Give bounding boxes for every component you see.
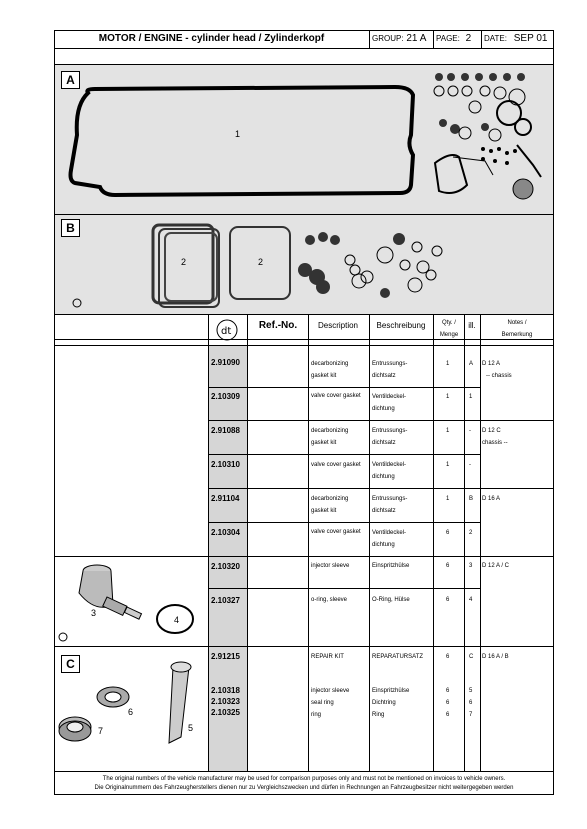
description: decarbonizing gasket kit [311, 361, 349, 379]
description: decarbonizing gasket kit [311, 496, 349, 514]
ref-code: 2.10310 [211, 460, 240, 469]
description: valve cover gasket [311, 529, 361, 535]
row-sep [208, 387, 480, 388]
ref-column-band-1 [208, 346, 247, 556]
beschreibung: Entrussungs- dichtsatz [372, 361, 408, 379]
col-line-refno [247, 314, 248, 771]
description: valve cover gasket [311, 462, 361, 468]
cylinder-head-gasket-drawing [55, 65, 553, 214]
callout-1: 1 [235, 129, 241, 139]
notes: D 16 A [482, 496, 501, 502]
callout-4: 4 [174, 615, 180, 625]
section-a-illustration [55, 65, 553, 214]
qty: 1 [446, 428, 450, 434]
row-sep [208, 588, 480, 589]
qty: 6 [446, 563, 450, 569]
section-b-illustration [55, 215, 553, 314]
description: REPAIR KIT [311, 654, 344, 660]
description: injector sleeve seal ring ring [311, 688, 350, 718]
group-value: 21 A [406, 33, 427, 44]
description: injector sleeve [311, 563, 350, 569]
ill: 2 [469, 530, 473, 536]
qty: 1 [446, 394, 450, 400]
ref-code: 2.10304 [211, 528, 240, 537]
col-notes: Notes / Bemerkung [501, 320, 533, 338]
col-description: Description [317, 321, 358, 330]
beschreibung: Ventildeckel- dichtung [372, 530, 407, 548]
callout-7: 7 [98, 726, 104, 736]
footer-english: The original numbers of the vehicle manufacturer may be used for comparison purposes only and must not be mentioned on invoices to vehicle owners. [102, 776, 506, 782]
header-divider [54, 48, 554, 49]
beschreibung: Entrussungs- dichtsatz [372, 428, 408, 446]
callout-5: 5 [188, 723, 194, 733]
footer-german: Die Originalnummern des Fahrzeugherstellers dienen nur zu Vergleichszwecken und dürfen in Rechnungen an Fahrzeugbesitzer nicht weitergegeben werden [94, 785, 514, 791]
col-line-notes [480, 314, 481, 771]
beschreibung: Einspritzhülse [372, 563, 410, 569]
col-line-ill [464, 314, 465, 771]
row-sep [208, 522, 480, 523]
section-c-label: C [61, 655, 80, 673]
qty: 1 [446, 361, 450, 367]
table-header-top-divider [54, 314, 554, 315]
section-a-label: A [61, 71, 80, 89]
callout-3: 3 [91, 608, 97, 618]
page-title: MOTOR / ENGINE - cylinder head / Zylinderkopf [54, 30, 370, 48]
injector-sleeve-illustration [55, 557, 207, 646]
ill: B [469, 496, 474, 502]
beschreibung: Entrussungs- dichtsatz [372, 496, 408, 514]
notes: D 12 C chassis -- [482, 428, 508, 446]
ref-code: 2.10309 [211, 392, 240, 401]
page-value: 2 [465, 33, 472, 44]
description: o-ring, sleeve [311, 597, 348, 603]
ref-code: 2.91088 [211, 426, 240, 435]
ill: A [469, 361, 474, 367]
page-header [54, 30, 554, 48]
table-header-bottom [54, 345, 554, 346]
row-sep [208, 454, 480, 455]
ill: - [469, 428, 471, 434]
dt-logo-header [208, 315, 247, 345]
qty: 6 [446, 597, 450, 603]
ref-code: 2.10327 [211, 596, 240, 605]
gasket-kit-drawing [55, 215, 553, 314]
svg-text:dt: dt [221, 326, 232, 337]
beschreibung: REPARATURSATZ [372, 654, 424, 660]
row-sep [208, 420, 554, 421]
ref-code: 2.91215 [211, 652, 240, 661]
col-line-ref [208, 314, 209, 771]
qty: 6 [446, 654, 450, 660]
col-beschreibung: Beschreibung [376, 321, 426, 330]
col-ill: ill. [468, 321, 476, 330]
callout-2a: 2 [181, 257, 187, 267]
beschreibung: O-Ring, Hülse [372, 597, 410, 603]
notes: D 12 A / C [482, 563, 510, 569]
notes: D 16 A / B [482, 654, 509, 660]
ill: C [469, 654, 474, 660]
ref-code: 2.10318 [211, 686, 240, 695]
ill: 3 [469, 563, 473, 569]
notes: D 12 A -- chassis [482, 361, 512, 379]
ill: 1 [469, 394, 473, 400]
col-line-besch [369, 314, 370, 771]
col-line-qty [433, 314, 434, 771]
table-header-line [54, 339, 554, 340]
beschreibung: Ventildeckel- dichtung [372, 462, 407, 480]
row-sep [208, 488, 554, 489]
ref-code: 2.10320 [211, 562, 240, 571]
section-b-label: B [61, 219, 80, 237]
callout-6: 6 [128, 707, 134, 717]
ref-code: 2.91104 [211, 494, 240, 503]
description: decarbonizing gasket kit [311, 428, 349, 446]
ref-code: 2.91090 [211, 358, 240, 367]
ref-code: 2.10325 [211, 708, 240, 717]
date-value: SEP 01 [513, 33, 548, 44]
col-ref-no: Ref.-No. [258, 320, 298, 331]
ill: - [469, 462, 471, 468]
footer-divider [54, 771, 554, 772]
qty: 6 6 6 [446, 688, 450, 718]
group-field: GROUP: 21 A [370, 30, 434, 48]
date-field: DATE: SEP 01 [484, 33, 548, 44]
page-field: PAGE: 2 [434, 30, 482, 48]
callout-2b: 2 [258, 257, 264, 267]
description: valve cover gasket [311, 393, 361, 399]
section-c-illustration [55, 647, 207, 771]
ill: 4 [469, 597, 473, 603]
qty: 6 [446, 530, 450, 536]
beschreibung: Ventildeckel- dichtung [372, 394, 407, 412]
qty: 1 [446, 496, 450, 502]
col-qty: Qty. / Menge [439, 320, 459, 338]
qty: 1 [446, 462, 450, 468]
ill: 5 6 7 [469, 688, 473, 718]
beschreibung: Einspritzhülse Dichtring Ring [372, 688, 410, 718]
col-line-desc [308, 314, 309, 771]
ref-code: 2.10323 [211, 697, 240, 706]
